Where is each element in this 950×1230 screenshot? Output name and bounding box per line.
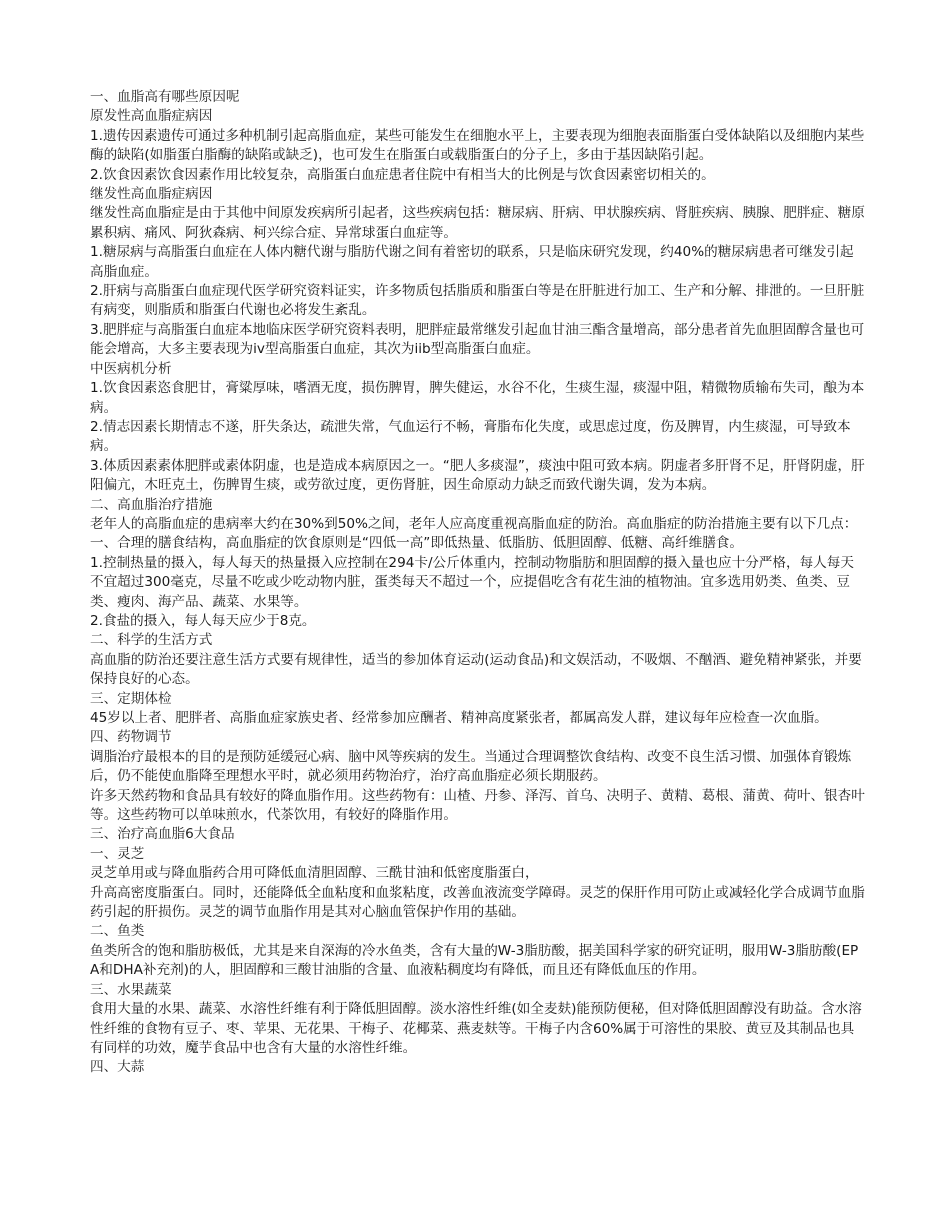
paragraph: 老年人的高脂血症的患病率大约在30%到50%之间，老年人应高度重视高脂血症的防治。高血脂症的防治措施主要有以下几点： bbox=[90, 515, 858, 532]
paragraph: 许多天然药物和食品具有较好的降血脂作用。这些药物有：山楂、丹参、泽泻、首乌、决明子、黄精、葛根、蒲黄、荷叶、银杏叶等。这些药物可以单味煎水，代茶饮用，有较好的降脂作用。 bbox=[90, 787, 865, 824]
subsection-heading: 继发性高血脂症病因 bbox=[90, 186, 213, 203]
paragraph: 45岁以上者、肥胖者、高脂血症家族史者、经常参加应酬者、精神高度紧张者，都属高发人群，建议每年应检查一次血脂。 bbox=[90, 710, 828, 726]
paragraph: 高血脂的防治还要注意生活方式要有规律性，适当的参加体育运动(运动食品)和文娱活动，不吸烟、不酗酒、避免精神紧张，并要保持良好的心态。 bbox=[90, 651, 862, 688]
subsection-heading: 中医病机分析 bbox=[90, 360, 172, 377]
subsection-heading: 三、定期体检 bbox=[90, 690, 172, 707]
paragraph: 3.肥胖症与高脂蛋白血症本地临床医学研究资料表明，肥胖症最常继发引起血甘油三酯含量增高，部分患者首先血胆固醇含量也可能会增高，大多主要表现为iv型高脂蛋白血症，其次为iib型高脂蛋白血症。 bbox=[90, 321, 865, 358]
paragraph: 继发性高血脂症是由于其他中间原发疾病所引起者，这些疾病包括：糖尿病、肝病、甲状腺疾病、肾脏疾病、胰腺、肥胖症、糖原累积病、痛风、阿狄森病、柯兴综合症、异常球蛋白血症等。 bbox=[90, 205, 865, 241]
paragraph: 1.控制热量的摄入，每人每天的热量摄入应控制在294卡/公斤体重内，控制动物脂肪和胆固醇的摄入量也应十分严格，每人每天不宜超过300毫克，尽量不吃或少吃动物内脏，蛋类每天不超过一个，应提倡吃含有花生油的植物油。宜多选用奶类、鱼类、豆类、瘦肉、海产品、蔬菜、水果等。 bbox=[90, 554, 854, 610]
subsection-heading: 二、科学的生活方式 bbox=[90, 632, 213, 649]
paragraph: 1.糖尿病与高脂蛋白血症在人体内糖代谢与脂肪代谢之间有着密切的联系，只是临床研究发现，约40%的糖尿病患者可继发引起高脂血症。 bbox=[90, 244, 854, 280]
subsection-heading: 四、药物调节 bbox=[90, 729, 172, 746]
subsection-heading: 三、水果蔬菜 bbox=[90, 981, 172, 998]
paragraph: 2.食盐的摄入，每人每天应少于8克。 bbox=[90, 612, 316, 629]
section-heading: 一、血脂高有哪些原因呢 bbox=[90, 89, 240, 105]
paragraph: 灵芝单用或与降血脂药合用可降低血清胆固醇、三酰甘油和低密度脂蛋白， bbox=[90, 865, 539, 882]
paragraph: 2.饮食因素饮食因素作用比较复杂，高脂蛋白血症患者住院中有相当大的比例是与饮食因素密切相关的。 bbox=[90, 166, 715, 183]
paragraph: 食用大量的水果、蔬菜、水溶性纤维有利于降低胆固醇。淡水溶性纤维(如全麦麸)能预防便秘，但对降低胆固醇没有助益。含水溶性纤维的食物有豆子、枣、苹果、无花果、干梅子、花椰菜、燕麦麸等。干梅子内含60%属于可溶性的果胶、黄豆及其制品也具有同样的功效，魔芋食品中也含有大量的水溶性纤维。 bbox=[90, 1001, 862, 1056]
section-heading: 三、治疗高血脂6大食品 bbox=[90, 826, 235, 843]
subsection-heading: 二、鱼类 bbox=[90, 923, 145, 940]
paragraph: 一、合理的膳食结构，高血脂症的饮食原则是“四低一高”即低热量、低脂肪、低胆固醇、低糖、高纤维膳食。 bbox=[90, 535, 743, 552]
paragraph: 2.情志因素长期情志不遂，肝失条达，疏泄失常，气血运行不畅，膏脂布化失度，或思虑过度，伤及脾胃，内生痰湿，可导致本病。 bbox=[90, 418, 851, 455]
section-heading: 二、高血脂治疗措施 bbox=[90, 496, 213, 513]
subsection-heading: 四、大蒜 bbox=[90, 1059, 145, 1076]
subsection-heading: 一、灵芝 bbox=[90, 845, 145, 862]
paragraph: 1.遗传因素遗传可通过多种机制引起高脂血症，某些可能发生在细胞水平上，主要表现为细胞表面脂蛋白受体缺陷以及细胞内某些酶的缺陷(如脂蛋白脂酶的缺陷或缺乏)，也可发生在脂蛋白或载脂蛋白的分子上，多由于基因缺陷引起。 bbox=[90, 127, 865, 164]
paragraph: 1.饮食因素恣食肥甘，膏粱厚味，嗜酒无度，损伤脾胃，脾失健运，水谷不化，生痰生湿，痰湿中阻，精微物质输布失司，酿为本病。 bbox=[90, 380, 865, 416]
paragraph: 3.体质因素素体肥胖或素体阴虚，也是造成本病原因之一。“肥人多痰湿”，痰浊中阻可致本病。阴虚者多肝肾不足，肝肾阴虚，肝阳偏亢，木旺克土，伤脾胃生痰，或劳欲过度，更伤肾脏，因生命原动力缺乏而致代谢失调，发为本病。 bbox=[90, 457, 865, 494]
paragraph: 升高高密度脂蛋白。同时，还能降低全血粘度和血浆粘度，改善血液流变学障碍。灵芝的保肝作用可防止或减轻化学合成调节血脂药引起的肝损伤。灵芝的调节血脂作用是其对心脑血管保护作用的基础。 bbox=[90, 884, 865, 921]
document-body bbox=[90, 88, 865, 1078]
paragraph: 调脂治疗最根本的目的是预防延缓冠心病、脑中风等疾病的发生。当通过合理调整饮食结构、改变不良生活习惯、加强体育锻炼后，仍不能使血脂降至理想水平时，就必须用药物治疗，治疗高血脂症必须长期服药。 bbox=[90, 748, 852, 785]
paragraph: 鱼类所含的饱和脂肪极低，尤其是来自深海的冷水鱼类，含有大量的W-3脂肪酸，据美国科学家的研究证明，服用W-3脂肪酸(EPA和DHA补充剂)的人，胆固醇和三酸甘油脂的含量、血液粘稠度均有降低，而且还有降低血压的作用。 bbox=[90, 942, 859, 979]
paragraph: 2.肝病与高脂蛋白血症现代医学研究资料证实，许多物质包括脂质和脂蛋白等是在肝脏进行加工、生产和分解、排泄的。一旦肝脏有病变，则脂质和脂蛋白代谢也必将发生紊乱。 bbox=[90, 283, 865, 319]
subsection-heading: 原发性高血脂症病因 bbox=[90, 108, 213, 125]
